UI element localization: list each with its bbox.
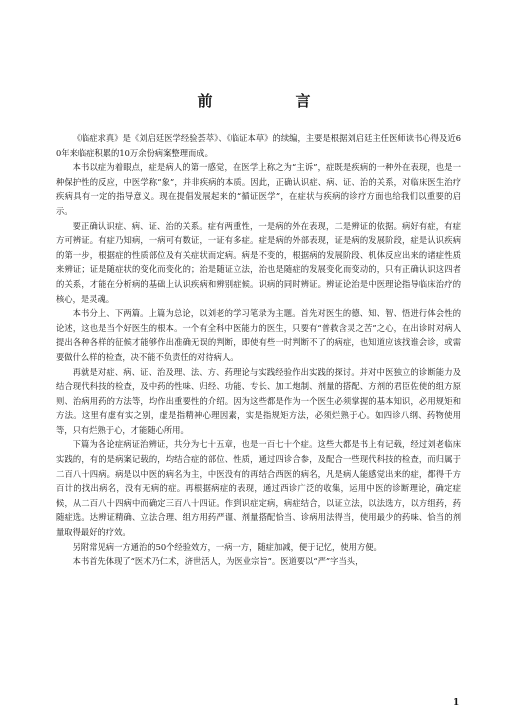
paragraph: 再就是对症、病、证、治及理、法、方、药理论与实践经验作出实践的探讨。并对中医独立的诊断能力及结合现代科技的检查，及中药的性味、归经、功能、专长、加工炮制、剂量的搭配、方剂的君臣佐使的组方原则、治病用药的方法等，均作出重要性的介绍。因为这些都是作为一个医生必须掌握的基本知识，必用规矩和方法。这里有虚有实之别，虚是指精神心理因素，实是指规矩方法，必须烂熟于心。如四诊八纲、药物使用等，只有烂熟于心，才能随心所用。 <box>56 366 461 435</box>
paragraph: 要正确认识症、病、证、治的关系。症有两重性，一是病的外在表现，二是辨证的依据。病好有症，有症方可辨证。有症乃知病，一病可有数证，一证有多症。症是病的外部表现，证是病的发展阶段，症是认识疾病的第一步，根据症的性质部位及有关症状而定病。病是不变的，根据病的发展阶段、机体反应出来的诸症性质来辨证；证是随症状的变化而变化的；治是随证立法，治也是随症的发展变化而变动的，只有正确认识这四者的关系，才能在分析病的基础上认识疾病和辨别症候。识病的同时辨证。辨证论治是中医理论指导临床治疗的核心，是灵魂。 <box>56 220 461 304</box>
paragraph: 《临症求真》是《刘启廷医学经验荟萃》、《临证本草》的续编，主要是根据刘启廷主任医师读书心得及近60年来临症积累的10万余份病案整理而成。 <box>56 133 461 158</box>
page-number: 1 <box>453 698 460 708</box>
paragraph: 本书分上、下两篇。上篇为总论，以刘老的学习笔录为主题。首先对医生的德、知、智、悟进行体会性的论述，这也是当个好医生的根本。一个有全科中医能力的医生，只要有“普救含灵之苦”之心，在出诊时对病人提出各种各样的征候才能够作出准确无误的判断，即使有些一时判断不了的病症，也知道应该找谁会诊，或需要做什么样的检查，决不能不负责任的对待病人。 <box>56 308 461 362</box>
page-title: 前 言 <box>197 92 345 110</box>
paragraph: 另附常见病一方通治的50个经验效方，一病一方，随症加减，便于记忆，使用方便。 <box>72 541 382 552</box>
paragraph: 本书首先体现了“医术乃仁术，济世活人，为医业宗旨”。医道要以“严”字当头， <box>72 556 364 567</box>
paragraph: 本书以症为着眼点，症是病人的第一感觉，在医学上称之为“主诉”，症既是疾病的一种外在表现，也是一种保护性的反应，中医学称“象”，并非疾病的本质。因此，正确认识症、病、证、治的关系，对临床医生治疗疾病具有一定的指导意义。现在提倡发展起来的“循证医学”，在症状与疾病的诊疗方面也给我们以重要的启示。 <box>56 162 461 216</box>
paragraph: 下篇为各论症病证治辨证，共分为七十五章，也是一百七十个症。这些大都是书上有记载，经过刘老临床实践的，有的是病案记载的，均结合症的部位、性质，通过四诊合参，及配合一些现代科技的检查，而归属于二百八十四病。病是以中医的病名为主，中医没有的再结合西医的病名，凡是病人能感觉出来的症，都得千方百计的找出病名，没有无病的症。再根据病症的表现，通过西诊广泛的收集，运用中医的诊断理论，确定症候，从二百八十四病中而确定三百八十四证。作到识症定病，病症结合，以证立法，以法选方，以方组药，药随症选。达辨证精确、立法合理、组方用药严谨、剂量搭配恰当、诊病用法得当，使用最少的药味、恰当的剂量取得最好的疗效。 <box>56 439 461 538</box>
body-text <box>56 131 461 569</box>
